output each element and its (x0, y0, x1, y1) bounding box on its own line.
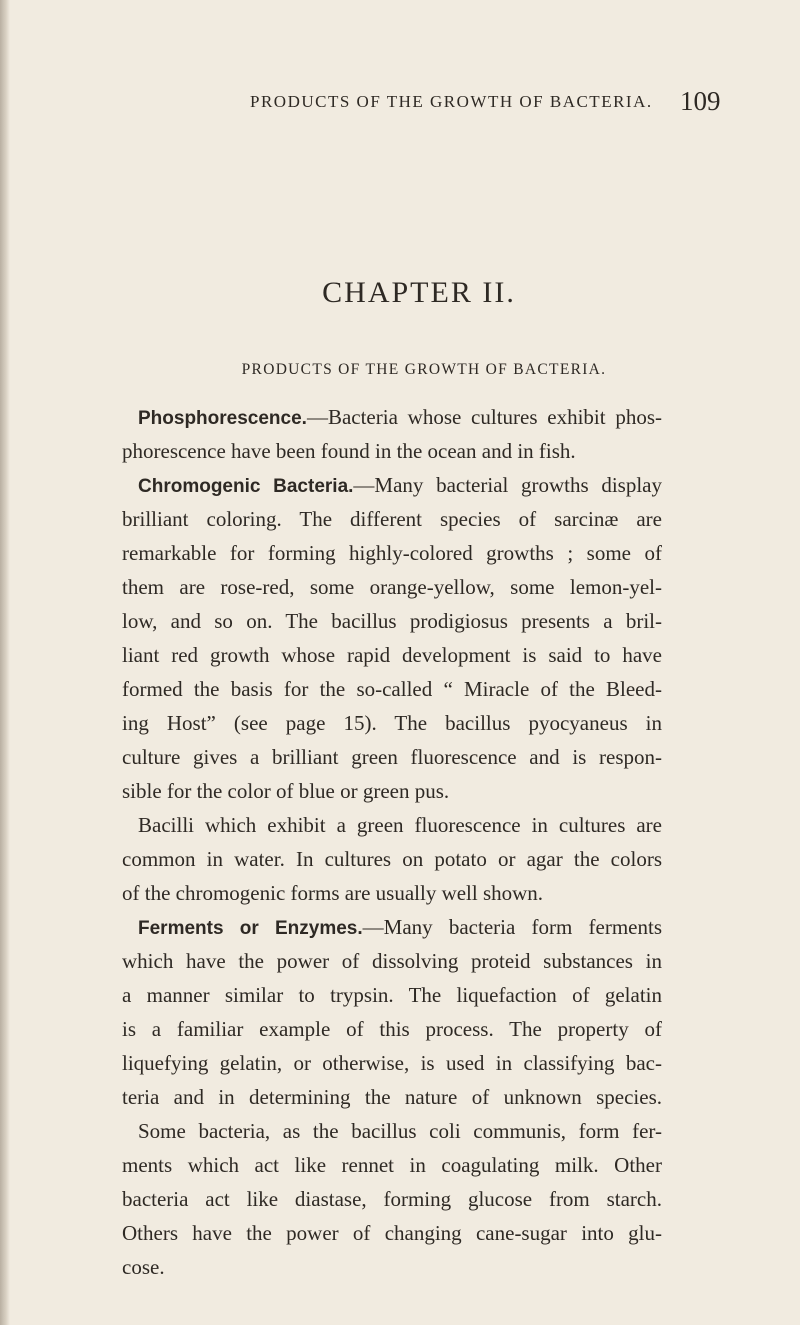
page-number: 109 (680, 86, 721, 116)
running-header (0, 86, 800, 126)
text-line: a manner similar to trypsin. The liquefaction of gelatin (122, 983, 662, 1007)
section-heading-phosphorescence: Phosphorescence. (138, 408, 307, 429)
text-line: which have the power of dissolving proteid substances in (122, 949, 662, 973)
text-line: phorescence have been found in the ocean and in fish. (122, 439, 576, 463)
text-line: Ferments or Enzymes.—Many bacteria form ferments (138, 915, 662, 939)
chapter-title: CHAPTER II. (322, 276, 516, 309)
text-line: Some bacteria, as the bacillus coli communis, form fer- (138, 1119, 662, 1143)
text-line: liant red growth whose rapid development is said to have (122, 643, 662, 667)
chapter-subtitle: PRODUCTS OF THE GROWTH OF BACTERIA. (241, 361, 607, 378)
text-line: is a familiar example of this process. The property of (122, 1017, 662, 1041)
text-line: cose. (122, 1255, 165, 1279)
page-gutter-shadow (0, 0, 10, 1325)
text-line: Phosphorescence.—Bacteria whose cultures exhibit phos- (138, 405, 662, 429)
text-line: ing Host” (see page 15). The bacillus pyocyaneus in (122, 711, 662, 735)
text-line: Chromogenic Bacteria.—Many bacterial growths display (138, 473, 663, 497)
text-line: sible for the color of blue or green pus. (122, 779, 450, 803)
text-line: Bacilli which exhibit a green fluorescence in cultures are (138, 813, 662, 837)
running-title: PRODUCTS OF THE GROWTH OF BACTERIA. (250, 92, 653, 111)
text-line: formed the basis for the so-called “ Miracle of the Bleed- (122, 677, 662, 701)
text-line: low, and so on. The bacillus prodigiosus presents a bril- (122, 609, 662, 633)
text-line: teria and in determining the nature of unknown species. (122, 1085, 662, 1109)
text-line: remarkable for forming highly-colored growths ; some of (122, 541, 662, 565)
text-line: ments which act like rennet in coagulating milk. Other (122, 1153, 662, 1177)
text-line: Others have the power of changing cane-sugar into glu- (122, 1221, 662, 1245)
section-heading-chromogenic: Chromogenic Bacteria. (138, 476, 354, 497)
section-heading-ferments: Ferments or Enzymes. (138, 918, 363, 939)
text-line: of the chromogenic forms are usually well shown. (122, 881, 544, 905)
text-line: liquefying gelatin, or otherwise, is used in classifying bac- (122, 1051, 662, 1075)
text-line: bacteria act like diastase, forming glucose from starch. (122, 1187, 662, 1211)
text-line: brilliant coloring. The different species of sarcinæ are (122, 507, 662, 531)
text-line: common in water. In cultures on potato or agar the colors (122, 847, 662, 871)
text-line: them are rose-red, some orange-yellow, some lemon-yel- (122, 575, 662, 599)
text-line: culture gives a brilliant green fluorescence and is respon- (122, 745, 662, 769)
